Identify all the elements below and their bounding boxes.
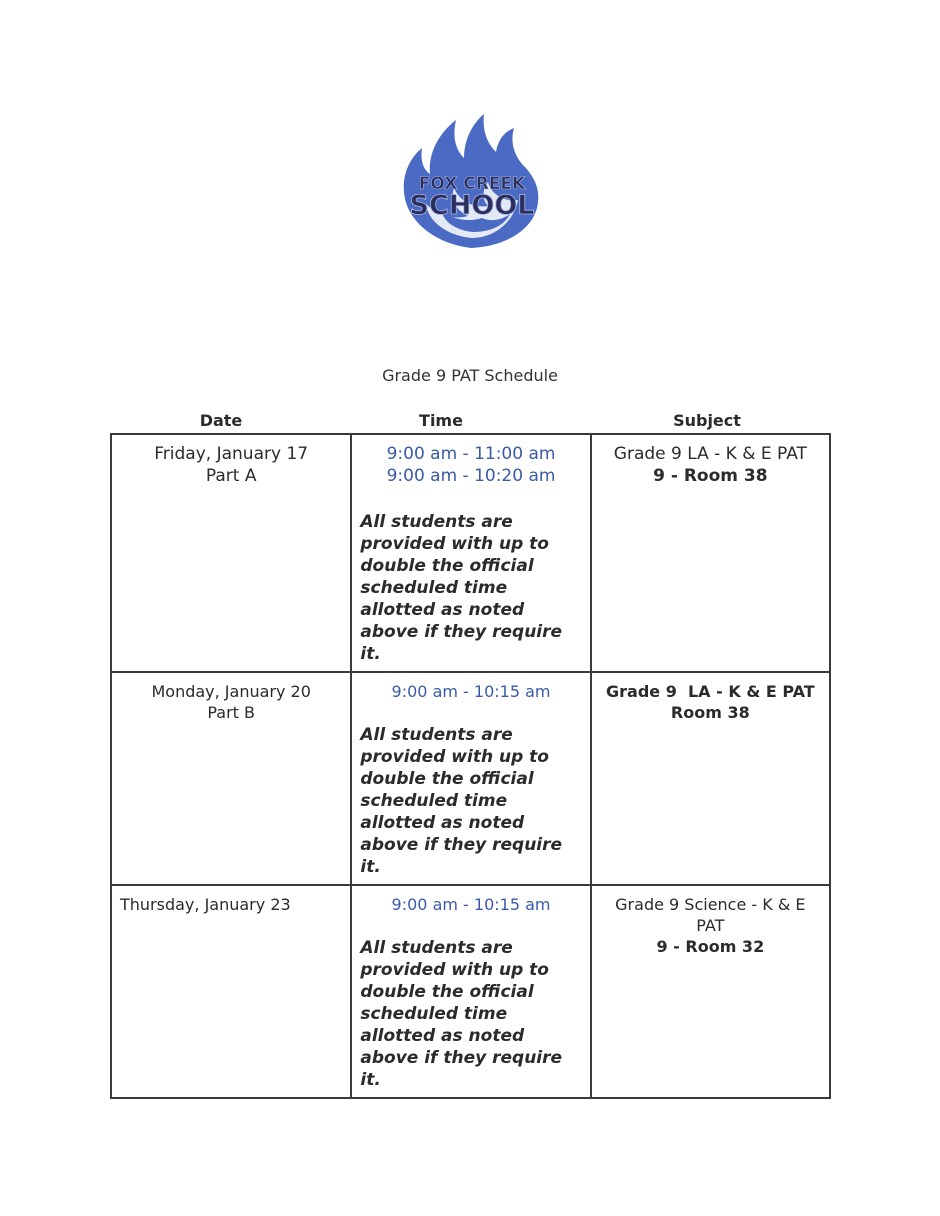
subject-cell bbox=[591, 672, 830, 885]
header-subject: Subject bbox=[673, 411, 741, 430]
part-text: Part A bbox=[205, 466, 257, 486]
time-range: 9:00 am - 10:20 am bbox=[386, 466, 556, 486]
time-range: 9:00 am - 10:15 am bbox=[391, 895, 551, 914]
subject-cell bbox=[591, 434, 830, 672]
time-note: All students are provided with up to double the official scheduled time allotted as noted above if they require it. bbox=[360, 725, 563, 877]
time-cell bbox=[351, 885, 590, 1098]
time-range: 9:00 am - 10:15 am bbox=[391, 682, 551, 701]
date-cell bbox=[111, 885, 351, 1098]
time-note: All students are provided with up to double the official scheduled time allotted as noted above if they require it. bbox=[360, 938, 563, 1090]
room-text: Room 38 bbox=[670, 703, 750, 722]
logo-text-line2: SCHOOL bbox=[409, 190, 535, 221]
date-text: Monday, January 20 bbox=[151, 682, 311, 701]
time-cell bbox=[351, 434, 590, 672]
time-range: 9:00 am - 11:00 am bbox=[386, 444, 556, 464]
subject-text: Grade 9 LA - K & E PAT bbox=[613, 444, 807, 464]
subject-cell bbox=[591, 885, 830, 1098]
school-logo bbox=[394, 110, 550, 250]
time-cell bbox=[351, 672, 590, 885]
schedule-table bbox=[110, 433, 831, 1099]
subject-text: Grade 9 Science - K & E PAT bbox=[615, 895, 806, 935]
subject-text: Grade 9 LA - K & E PAT bbox=[606, 682, 815, 701]
logo-text-line1: FOX CREEK bbox=[418, 174, 526, 194]
header-date: Date bbox=[199, 411, 243, 430]
date-text: Thursday, January 23 bbox=[120, 895, 291, 914]
table-row bbox=[111, 885, 830, 1098]
room-text: 9 - Room 32 bbox=[656, 937, 765, 956]
date-cell bbox=[111, 672, 351, 885]
header-time: Time bbox=[419, 411, 463, 430]
date-cell bbox=[111, 434, 351, 672]
table-row bbox=[111, 434, 830, 672]
table-row bbox=[111, 672, 830, 885]
part-text: Part B bbox=[207, 703, 256, 722]
page-title: Grade 9 PAT Schedule bbox=[382, 366, 558, 385]
room-text: 9 - Room 38 bbox=[653, 466, 768, 486]
time-note: All students are provided with up to double the official scheduled time allotted as noted above if they require it. bbox=[360, 512, 563, 664]
date-text: Friday, January 17 bbox=[154, 444, 309, 464]
